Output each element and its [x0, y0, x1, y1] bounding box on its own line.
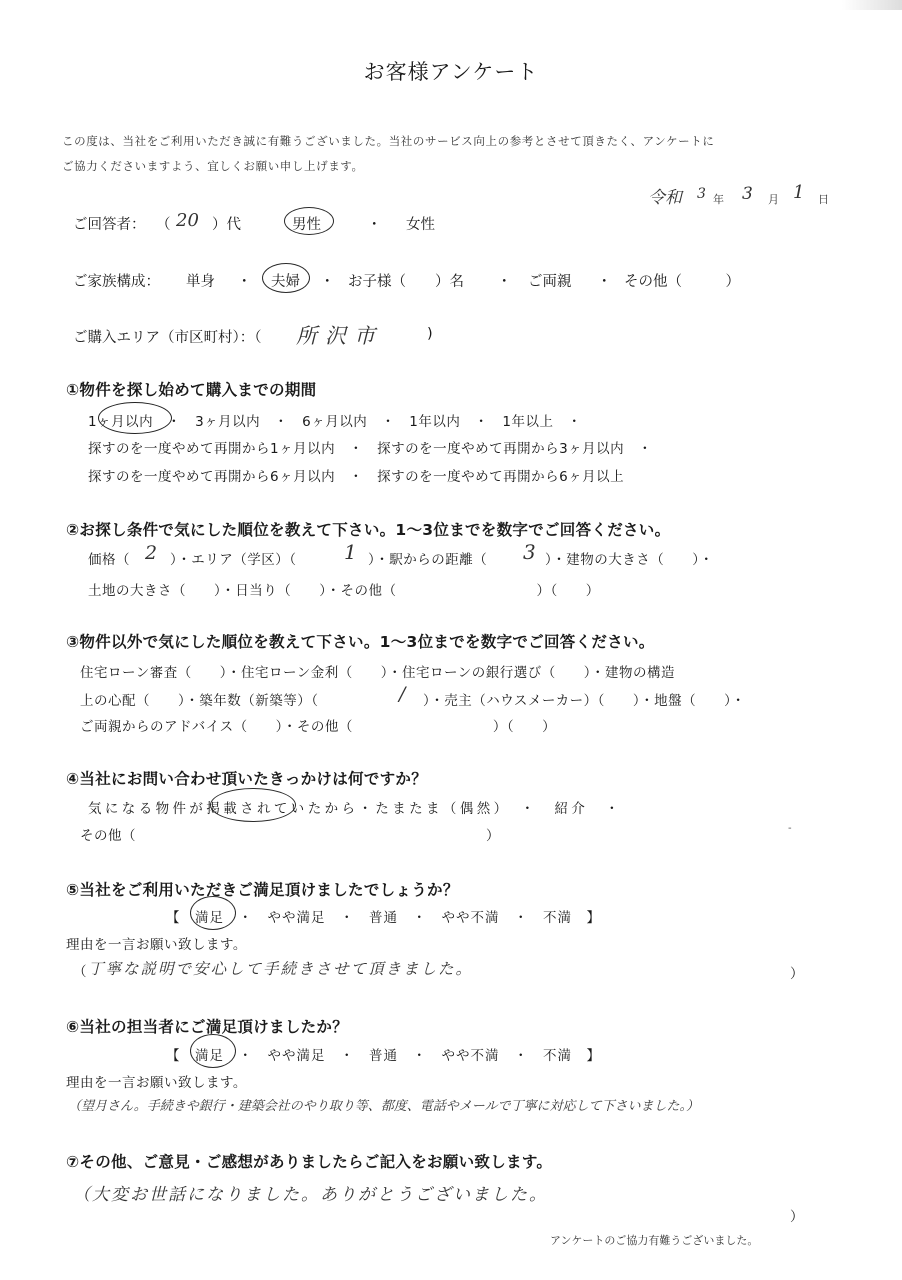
q1-heading: ①物件を探し始めて購入までの期間: [66, 381, 317, 399]
intro-line-2: ご協力くださいますよう、宜しくお願い申し上げます。: [62, 159, 364, 173]
q7-close: ）: [790, 1209, 804, 1225]
q4-options-row-1: 気になる物件が掲載されていたから・たまたま（偶然） ・ 紹介 ・: [88, 801, 623, 817]
age-open: （: [156, 217, 171, 233]
q5-selected-circle: [190, 896, 236, 930]
q5-heading: ⑤当社をご利用いただきご満足頂けましたでしょうか？: [66, 881, 459, 899]
area-close: ): [427, 326, 433, 342]
q1-selected-circle: [98, 402, 172, 434]
q5-reason-open: （: [73, 964, 87, 980]
area-value: 所沢市: [296, 324, 383, 348]
q6-reason-answer: （望月さん。手続きや銀行・建築会社のやり取り等、都度、電話やメールで丁寧に対応して下さいました。）: [68, 1099, 700, 1114]
intro-line-1: この度は、当社をご利用いただき誠に有難うございました。当社のサービス向上の参考とさせて頂きたく、アンケートに: [62, 134, 715, 148]
respondent-label: ご回答者：: [73, 217, 146, 233]
stray-mark: -: [788, 823, 792, 834]
age-value: 20: [176, 210, 199, 231]
q1-options-row-1: 1ヶ月以内 ・ 3ヶ月以内 ・ 6ヶ月以内 ・ 1年以内 ・ 1年以上 ・: [88, 414, 582, 430]
q2-price-label: 価格（: [88, 552, 130, 568]
couple-selected-circle: [262, 263, 310, 293]
q2-station-rank: 3: [523, 540, 536, 564]
option-children: お子様（ ）名: [348, 274, 464, 290]
date-day-unit: 日: [818, 193, 829, 206]
q5-reason-answer: 丁寧な説明で安心して手続きさせて頂きました。: [88, 960, 474, 978]
date-day: 1: [793, 182, 805, 203]
date-era: 令和: [648, 188, 682, 208]
q4-heading: ④当社にお問い合わせ頂いたきっかけは何ですか？: [66, 770, 428, 788]
family-sep-3: ・: [497, 274, 512, 290]
q2-price-rank: 2: [145, 542, 158, 564]
family-sep-4: ・: [597, 274, 612, 290]
q3-row-2-start: 上の心配（ ）・築年数（新築等）（: [80, 693, 319, 709]
q1-options-row-2: 探すのを一度やめて再開から1ヶ月以内 ・ 探すのを一度やめて再開から3ヶ月以内 ・: [88, 441, 653, 457]
respondent-sep: ・: [367, 217, 382, 233]
q6-satisfaction-scale: 【 満足 ・ やや満足 ・ 普通 ・ やや不満 ・ 不満 】: [166, 1048, 601, 1064]
q2-area-label: ）・エリア（学区）（: [170, 552, 297, 568]
age-close: ）代: [212, 217, 241, 233]
option-couple: 夫婦: [271, 274, 300, 290]
family-sep-2: ・: [320, 274, 335, 290]
q7-answer: （大変お世話になりました。ありがとうございました。: [73, 1185, 548, 1205]
date-month: 3: [742, 184, 753, 204]
q1-options-row-3: 探すのを一度やめて再開から6ヶ月以内 ・ 探すのを一度やめて再開から6ヶ月以上: [88, 469, 625, 485]
q2-options-row-2: 土地の大きさ（ ）・日当り（ ）・その他（ ）（ ）: [88, 583, 600, 599]
footer-thanks: アンケートのご協力有難うございました。: [550, 1234, 759, 1247]
q4-options-row-2: その他（ ）: [80, 828, 500, 844]
area-label: ご購入エリア（市区町村）：（: [73, 330, 262, 346]
q6-selected-circle: [190, 1034, 236, 1068]
q3-heading: ③物件以外で気にした順位を教えて下さい。1～3位までを数字でご回答ください。: [66, 633, 655, 651]
q5-reason-label: 理由を一言お願い致します。: [66, 937, 247, 953]
q5-satisfaction-scale: 【 満足 ・ やや満足 ・ 普通 ・ やや不満 ・ 不満 】: [166, 910, 601, 926]
q3-options-row-1: 住宅ローン審査（ ）・住宅ローン金利（ ）・住宅ローンの銀行選び（ ）・建物の構造: [80, 665, 675, 681]
q2-area-rank: 1: [344, 540, 357, 564]
scan-edge: [842, 0, 902, 10]
date-month-unit: 月: [768, 193, 779, 206]
q4-selected-circle: [210, 788, 296, 822]
q3-building-age-rank: /: [399, 683, 406, 705]
option-other: その他（ ）: [624, 274, 740, 290]
date-year-unit: 年: [713, 193, 724, 206]
family-label: ご家族構成：: [73, 274, 160, 290]
male-selected-circle: [284, 207, 334, 235]
q5-reason-close: ）: [790, 966, 804, 982]
q7-heading: ⑦その他、ご意見・ご感想がありましたらご記入をお願い致します。: [66, 1153, 553, 1171]
q6-heading: ⑥当社の担当者にご満足頂けましたか？: [66, 1018, 349, 1036]
option-female: 女性: [406, 217, 435, 233]
option-single: 単身: [186, 274, 215, 290]
q6-reason-label: 理由を一言お願い致します。: [66, 1075, 247, 1091]
q3-row-2-end: ）・売主（ハウスメーカー）（ ）・地盤（ ）・: [423, 693, 746, 709]
q3-options-row-3: ご両親からのアドバイス（ ）・その他（ ）（ ）: [80, 719, 557, 735]
option-parents: ご両親: [528, 274, 572, 290]
option-male: 男性: [292, 217, 321, 233]
q2-heading: ②お探し条件で気にした順位を教えて下さい。1～3位までを数字でご回答ください。: [66, 521, 671, 539]
page-title: お客様アンケート: [363, 60, 539, 84]
date-year: 3: [697, 186, 706, 202]
family-sep-1: ・: [237, 274, 252, 290]
q2-building-label: ）・建物の大きさ（ ）・: [545, 552, 714, 568]
q2-station-label: ）・駅からの距離（: [368, 552, 488, 568]
